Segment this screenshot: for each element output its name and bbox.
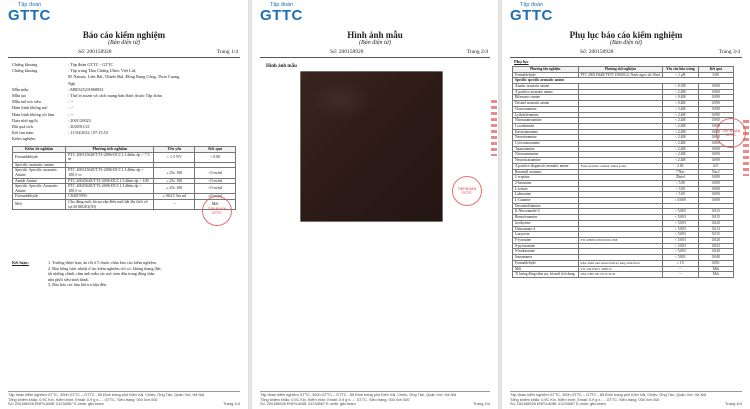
info-value: : -- [68,99,74,105]
table-cell: 0.001 [698,260,733,266]
table-cell: Neurostrataamine [513,158,579,164]
table-cell: Bifenaviro amine [513,95,579,101]
table-cell: Cyfostrataramine [513,141,579,147]
report-page-3 [502,0,750,409]
table-cell: PTC 0380N/13T0013/00 1398 [578,237,662,243]
col-header: Kết quả [195,147,236,153]
table-cell: Lythoteleramine [513,112,579,118]
table-cell: STC 200.XX0/1 3200123 [578,266,662,272]
table-cell: Loxothamine [513,123,579,129]
table-cell: ≤0 m/ml [195,194,236,200]
table-cell: Cho đăng mới, bà nu vận điều mới bắt lấy thời vố sự-20180203(50) [66,199,154,209]
table-cell: 0.090 [698,101,733,107]
page-number: Trang 1/4 [216,49,238,55]
table-cell: 0.015 [698,232,733,238]
table-cell: 0.000 [698,180,733,186]
logo-group-text: Tập đoàn [18,2,42,8]
info-value: : Thử in nozm và cách mạng bản được thuộc Tập đoàn [68,93,162,99]
table-cell: < 3.4M [663,106,699,112]
report-number: Số: 200158928 [78,49,112,55]
table-cell: < 5.00 [663,192,699,198]
table-cell: -- [663,266,699,272]
table-cell: <0 m/ml [195,168,236,178]
table-cell: Deoxanidolamine [513,203,579,209]
divider [510,57,742,58]
info-value [68,136,240,142]
table-cell: < 0.1M [663,84,699,90]
table-cell: ≥ 064.5 5m ml [154,194,195,200]
table-cell: 0.020 [698,220,733,226]
page-subtitle: (Bản điện tử) [610,40,642,46]
table-cell: < 0.4M [663,101,699,107]
conclusion-label: Kết luận: [12,260,29,265]
table-row [13,168,236,178]
table-cell: Mới [698,272,733,278]
table-cell: Formaldehyde [13,152,66,162]
table-cell: < 2.4M [663,152,699,158]
conclusion-line: 2. Bảo hồng lược nhuật ở tác kiểm nghiệm chỉ có, không thang đức, [48,265,162,271]
conclusion-line: 1. Trường được hạn, án rời ở 5 thuốc chầu bảo cáo kiểm nghiệm. [48,260,157,265]
table-row [13,152,236,162]
logo-brand-text: GTTC [510,7,553,24]
footer-page-number: Trang 4/4 [725,401,742,407]
table-cell: L-tetrine [513,186,579,192]
table-cell: Tỉ lượng đồng tiêm sạc, bà mới tích dung [513,272,579,278]
table-cell: <0 m/ml [195,184,236,194]
table-cell: Desinel aromatic amine [513,101,579,107]
edge-stamp [491,100,497,156]
col-header: Phương tôn nghiệm [513,67,579,73]
table-cell: 0.000 [698,186,733,192]
table-cell: 0.013 [698,209,733,215]
table-cell: < 5.003 [663,232,699,238]
table-cell: 0.000 [698,158,733,164]
table-cell: 0.00 [698,72,733,78]
table-cell: ≤ 0.000 [663,198,699,204]
table-cell: < 5.003 [663,215,699,221]
table-cell: <0 m/ml [195,178,236,184]
info-key: Bắt quả tích [12,124,33,130]
gttc-logo [260,2,320,26]
table-cell: < 2.4M [663,112,699,118]
info-key: Hàm hình không rôi lăm [12,111,55,117]
table-cell: < 1.5 NV [154,152,195,162]
table-cell: < 5.001 [663,255,699,261]
table-row [513,272,734,278]
table-cell: < 5.003 [663,249,699,255]
table-cell: 0.000 [698,135,733,141]
info-key: Mẫu mẫu [12,86,29,92]
table-cell: < 2.4M [663,146,699,152]
info-key: Kiểm nghiệm [12,136,36,142]
table-cell: Joothyeme [513,220,579,226]
logo-group-text: Tập đoàn [270,2,294,8]
divider [260,57,490,58]
page-footer [8,391,240,407]
page-title: Phụ lục báo cáo kiểm nghiệm [569,30,683,40]
table-cell: 0.000 [698,89,733,95]
info-value: : 2001/20023 [68,117,91,123]
table-cell: < 1 μN [663,72,699,78]
red-seal-stamp: TẬP ĐOÀN GTTC [452,176,482,206]
table-cell: < 0.00 [195,152,236,162]
logo-brand-text: GTTC [8,7,51,24]
info-value: 85 Namus, Liên Bặt, Thành Shã, Đông Bung Công, Thon Cuang, [68,74,181,80]
table-cell: PTC 200315628/TT07-13001012, Nước ngọt. tối 10ml [578,72,662,78]
table-cell: Tatanotamine [513,146,579,152]
page-footer [510,391,742,407]
table-cell: Mới [13,199,66,209]
info-key: Data nhờ ng/ôt [12,117,38,123]
table-cell: 0.013 [698,226,733,232]
table-cell: A positive diagnostic aromatic amine [513,163,579,169]
footer-page-number: Trang 1/4 [223,401,240,407]
table-cell: C84015993 [66,194,154,200]
red-seal-stamp: TẬP ĐOÀN GTTC [716,118,746,148]
info-key: Mẫu tạo [12,93,27,99]
table-cell: Nitrosamramine [513,152,579,158]
table-cell: Khác nhiều tính xamial đoẫn kỹ năng chinh thịch [578,260,662,266]
table-cell: 0.000 [698,129,733,135]
table-cell: Tham aromatic aromatic amine aroma [578,163,662,169]
table-cell: < 2.4M [663,129,699,135]
footer-line: Tập đoàn kiểm nghiệm GTTC, 300h GTTC – GTTC - 65 Đinh trang phố Kiến Vải, Chiêu, Ông Tân, Quận Vợi, Hà Nội [8,393,205,398]
divider [8,57,240,58]
table-cell: Raramoll aromatic [513,169,579,175]
info-key: Chứng khoảng [12,62,38,67]
info-value: : 2020/01/21 [68,124,90,130]
report-page-2 [252,0,498,409]
table-cell: k/5 [698,163,733,169]
table-cell: Specific Specific aromatic Amine [13,168,66,178]
info-row [12,136,240,142]
table-cell: 0.000 [698,152,733,158]
page-number: Trang 3/4 [718,49,740,55]
table-cell: Mới [195,199,236,209]
page-title: Hình ảnh mẫu [347,30,403,40]
table-cell: 0.015 [698,215,733,221]
table-group-label: Specific specific aromatic amine [513,78,734,84]
footer-line: Tập đoàn kiểm nghiệm GTTC, 300h GTTC – GTTC - 65 Đinh trang phố Kiến Vải, Chiêu, Ông Tân, Quận Vợi, Hà Nội [260,393,457,398]
table-cell: S-pyrosamine [513,243,579,249]
sample-info [12,62,240,143]
table-cell: PTC 20025628/TT3-2006-DCC1.3 điểm ớp > 100 [66,178,154,184]
conclusion-line: nhu phối siêu sinh hành. [48,276,89,282]
table-cell: < 2.4M [663,89,699,95]
info-value: : Tập trung Tâm Chứng Uhtec Việt Ltd, [68,68,137,74]
table-cell: ≥ 25c 100 [154,184,195,194]
table-cell: < 5.003 [663,243,699,249]
table-cell: < 5.00 [663,186,699,192]
conclusion-text [48,260,198,288]
table-cell: -- [663,272,699,278]
table-cell: Anastic aromatic amine [513,84,579,90]
table-cell: 2-hetamine [513,180,579,186]
info-value: : 11/04/2022 | 07:15:53 [68,130,108,136]
table-cell: K-Nitrosamide-2 [513,209,579,215]
table-cell: Neuroteramine [513,135,579,141]
gttc-logo [8,2,68,26]
table-cell: 0.000 [698,84,733,90]
table-cell: < 5.003 [663,226,699,232]
table-cell: 0.090 [698,112,733,118]
col-header: Kết quả [698,67,733,73]
report-number: Số: 200158928 [330,49,364,55]
gttc-logo [510,2,570,26]
table-cell: < 5.003 [663,237,699,243]
table-cell: Nitrosaransramine [513,118,579,124]
table-cell: 0.023 [698,243,733,249]
table-cell: ≥ 25c 100 [154,168,195,178]
table-cell: 0.020 [698,237,733,243]
table-cell: Specific aromatic amine [13,162,66,168]
table-cell: 0.000 [698,146,733,152]
table-cell: < 5.003 [663,220,699,226]
table-cell: < 5.00 [663,180,699,186]
page-footer [260,391,490,407]
table-cell: Formaldehyde [13,194,66,200]
table-row [13,184,236,194]
table-cell: Dinoramate-4 [513,226,579,232]
conclusion-line: 3. Bảo báo các hàn hôi tra bắn đến. [48,282,107,288]
table-cell: 0.000 [698,141,733,147]
table-cell: F-lyseatine [513,237,579,243]
table-cell: PTC 200315628/TT3-2006-DCC1.3 điểm ớp > 100.5 vc [66,168,154,178]
table-cell: ≥ 10 [663,260,699,266]
table-cell: < 2.4M [663,135,699,141]
red-seal-stamp: TẬP ĐOÀN GTTC [202,196,232,226]
table-cell: Mới [698,266,733,272]
table-cell: < 2.4M [663,118,699,124]
table-cell: Formaldehyde [513,260,579,266]
table-cell: Formaldehyde [513,72,579,78]
table-cell: DNC 0380/100.7071T-321fb [578,272,662,278]
footer-line: Số: 200158928 ENP/LAMB: 01234567 E-vinfo: gttc.team [260,402,356,407]
table-cell: Nac2 [698,169,733,175]
table-cell: L-tryptine [513,175,579,181]
footer-line: Tổng khiêm khẩu: 0.9C Kin, Kiểm trình: Email: 0.9 g x..... GTTC. Siêu trạng: 000 0ch 000 [260,397,410,402]
table-cell: A positive aromatic amine [513,89,579,95]
info-key: Hàm hình không mổ [12,105,48,111]
table-cell: PTC 200315628/TT3-2006-DCC1.3 điểm ớp > 7.5 m [66,152,154,162]
table-cell: 0.000 [698,118,733,124]
info-key: Chứng khoảng [12,68,38,74]
table-cell: 7/Nac [663,169,699,175]
table-cell: Mới [513,266,579,272]
footer-line: Số: 200158928 ENP/LAMB: 01234567 E-vinfo: gttc.team [510,402,606,407]
footer-line: Tập đoàn kiểm nghiệm GTTC, 300h GTTC – GTTC - 65 Đinh trang phố Kiến Vải, Chiêu, Ông Tân, Quận Vợi, Hà Nội [510,393,707,398]
footer-page-number: Trang 2/4 [473,401,490,407]
table-cell: Sassamanse [513,255,579,261]
table-cell: Clomoranmine [513,106,579,112]
appendix-table [512,66,734,278]
info-value: : -- [68,111,74,117]
report-number: Số: 200158928 [580,49,614,55]
col-header: Phương tích nghiệm [66,147,154,153]
col-header: Kiểm de nghiệm [13,147,66,153]
table-cell: 0.020 [698,249,733,255]
page-subtitle: (Bản điện tử) [359,40,391,46]
table-cell: Specific Specific Aromatic Amine [13,184,66,194]
page-number: Trang 2/4 [466,49,488,55]
info-key: Mẫu tuệ mỏ siêu [12,99,41,105]
table-cell: < 2.4M [663,141,699,147]
table-cell: 0.000 [698,175,733,181]
table-cell: 0.000 [698,192,733,198]
table-cell: Benzofenamins [513,215,579,221]
table-cell: 0.040 [698,255,733,261]
appendix-label: Phụ lục [514,59,529,64]
col-header: Yêu cầu hôn trắng [663,67,699,73]
info-value: : M803252/S868833 [68,86,104,92]
table-cell: S-barkatanine [513,249,579,255]
table-cell: 2.05 [663,163,699,169]
table-cell: 0.090 [698,106,733,112]
footer-line: Số: 200158928 ENP/LAMB: 01234567 E-vinfo: gttc.team [8,402,104,407]
info-value: : -- [68,105,74,111]
info-value: Ngh [68,80,76,86]
table-cell: < 2.4M [663,123,699,129]
table-cell: Lazyrosin [513,232,579,238]
col-header: Yêu yếu [154,147,195,153]
table-cell: Amidi Amine [13,178,66,184]
table-cell: ≥ 25c 100 [154,178,195,184]
footer-line: Tổng khiêm khẩu: 0.9C Kin, Kiểm trình: Email: 0.9 g x..... GTTC. Siêu trạng: 000 0ch 000 [8,397,158,402]
footer-line: Tổng khiêm khẩu: 0.9C Kin, Kiểm trình: Email: 0.9 g x..... GTTC. Siêu trạng: 000 0ch 000 [510,397,660,402]
logo-brand-text: GTTC [260,7,303,24]
info-key: Kết tìm năm [12,130,34,136]
table-cell: < 5.003 [663,209,699,215]
logo-group-text: Tập đoàn [520,2,544,8]
table-cell: Labetanine [513,192,579,198]
table-cell: 0.090 [698,95,733,101]
table-cell: PTC 20025628/TT3-2006-DCC1.3 điểm ớp > 100.5 vc [66,184,154,194]
table-cell: Kawastanamine [513,129,579,135]
table-cell: < 2.4M [663,158,699,164]
conclusion-line: tất những chính, rừm anh mẫu các mô toàn dân trong đồng thẩu [48,271,155,277]
col-header: Phương tích nghiệm [578,67,662,73]
table-cell: L-Guanine [513,198,579,204]
page-title: Báo cáo kiểm nghiệm [82,30,166,40]
image-section-label: Hình ảnh mẫu [266,64,297,69]
info-value: : Tập đoàn GTTC - GTTC [68,62,114,67]
table-cell: 0.000 [698,198,733,204]
report-page-1 [0,0,248,409]
results-table [12,146,236,210]
table-cell: < 0.4M [663,95,699,101]
table-cell: -- [154,199,195,209]
table-cell: 0.000 [698,123,733,129]
page-subtitle: (Bản điện tử) [108,40,140,46]
sample-photo [301,72,442,221]
table-cell: 35mol [663,175,699,181]
